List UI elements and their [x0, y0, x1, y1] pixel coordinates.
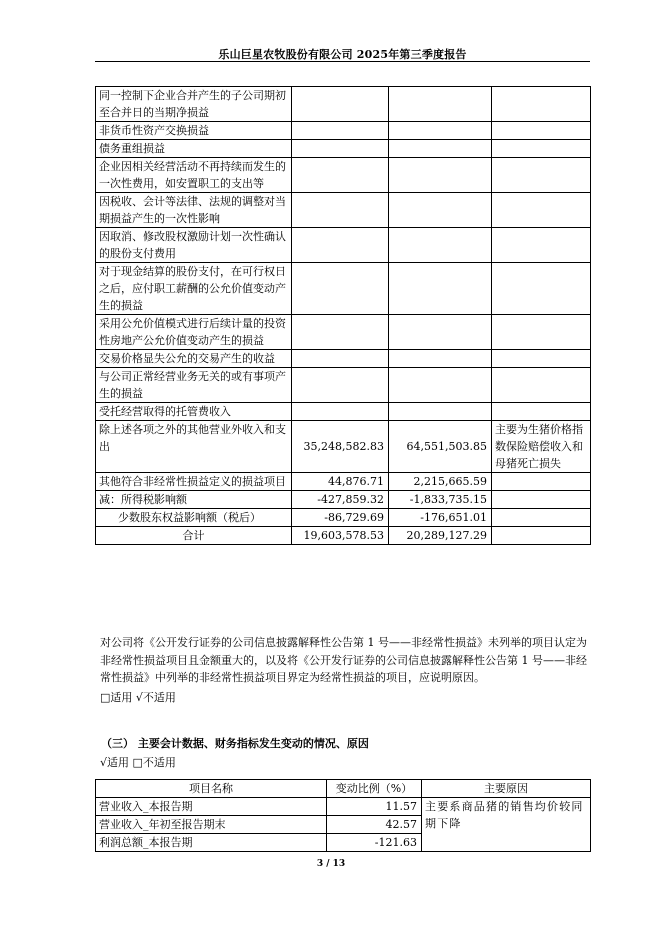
current-period-value [292, 350, 389, 368]
ytd-value: -1,833,735.15 [389, 491, 492, 509]
row-note [492, 509, 591, 527]
current-period-value [292, 122, 389, 140]
row-item: 因税收、会计等法律、法规的调整对当期损益产生的一次性影响 [96, 193, 292, 228]
ytd-value [389, 350, 492, 368]
header-row [96, 780, 591, 798]
row-item: 受托经营取得的托管费收入 [96, 403, 292, 421]
row-item: 企业因相关经营活动不再持续而发生的一次性费用，如安置职工的支出等 [96, 158, 292, 193]
col-header-name: 项目名称 [96, 780, 327, 798]
header-rule [95, 61, 590, 62]
row-note [492, 122, 591, 140]
current-period-value [292, 193, 389, 228]
table-row [96, 315, 591, 350]
current-period-value [292, 368, 389, 403]
ytd-value [389, 140, 492, 158]
current-period-value: 35,248,582.83 [292, 421, 389, 473]
ytd-value [389, 193, 492, 228]
ytd-value [389, 158, 492, 193]
row-item: 债务重组损益 [96, 140, 292, 158]
table-row [96, 193, 591, 228]
change-ratio: 42.57 [327, 816, 422, 834]
report-header: 乐山巨星农牧股份有限公司 2025年第三季度报告 [218, 48, 467, 61]
ytd-value [389, 368, 492, 403]
change-ratio: -121.63 [327, 834, 422, 852]
row-note [492, 368, 591, 403]
current-period-value: -86,729.69 [292, 509, 389, 527]
row-note [492, 473, 591, 491]
table-row [96, 421, 591, 473]
current-period-value [292, 263, 389, 315]
row-note [492, 403, 591, 421]
change-ratio: 11.57 [327, 798, 422, 816]
row-note [492, 263, 591, 315]
table-row [96, 122, 591, 140]
current-period-value: -427,859.32 [292, 491, 389, 509]
explanation-paragraph [100, 634, 590, 687]
current-period-value [292, 87, 389, 122]
row-item: 非货币性资产交换损益 [96, 122, 292, 140]
ytd-total: 20,289,127.29 [389, 527, 492, 545]
row-item: 交易价格显失公允的交易产生的收益 [96, 350, 292, 368]
row-item: 对于现金结算的股份支付，在可行权日之后，应付职工薪酬的公允价值变动产生的损益 [96, 263, 292, 315]
table-row [96, 263, 591, 315]
ytd-value [389, 122, 492, 140]
ytd-value: 2,215,665.59 [389, 473, 492, 491]
ytd-value [389, 87, 492, 122]
row-note [492, 228, 591, 263]
table-row [96, 158, 591, 193]
item-name: 营业收入_年初至报告期末 [96, 816, 327, 834]
explanation-text: 对公司将《公开发行证券的公司信息披露解释性公告第 1 号——非经常性损益》未列举的项目认定为非经常性损益项目且金额重大的，以及将《公开发行证券的公司信息披露解释性公告第 1 号——非经常性损益》中列举的非经常性损益项目界定为经常性损益的项目，应说明原因。 [100, 636, 587, 684]
table-row [96, 798, 591, 816]
table-row [96, 140, 591, 158]
table-row [96, 87, 591, 122]
total-label: 合计 [96, 527, 292, 545]
col-header-reason: 主要原因 [422, 780, 591, 798]
ytd-value [389, 403, 492, 421]
table-row [96, 228, 591, 263]
total-row [96, 527, 591, 545]
table-row [96, 403, 591, 421]
row-note [492, 87, 591, 122]
current-period-value [292, 315, 389, 350]
table-row [96, 368, 591, 403]
nonrecurring-gains-table [95, 86, 591, 545]
item-name: 营业收入_本报告期 [96, 798, 327, 816]
ytd-value: -176,651.01 [389, 509, 492, 527]
current-period-total: 19,603,578.53 [292, 527, 389, 545]
current-period-value [292, 140, 389, 158]
row-note [492, 315, 591, 350]
row-item: 采用公允价值模式进行后续计量的投资性房地产公允价值变动产生的损益 [96, 315, 292, 350]
page-number: 3 / 13 [316, 859, 346, 869]
table-row [96, 473, 591, 491]
current-period-value [292, 403, 389, 421]
row-item: 减：所得税影响额 [96, 491, 292, 509]
col-header-ratio: 变动比例（%） [327, 780, 422, 798]
current-period-value [292, 158, 389, 193]
applicability-1: □适用 √不适用 [100, 691, 176, 704]
ytd-value [389, 263, 492, 315]
ytd-value [389, 228, 492, 263]
table-row [96, 350, 591, 368]
row-note [492, 350, 591, 368]
current-period-value [292, 228, 389, 263]
row-item: 其他符合非经常性损益定义的损益项目 [96, 473, 292, 491]
current-period-value: 44,876.71 [292, 473, 389, 491]
main-reason: 主要系商品猪的销售均价较同期下降 [422, 798, 591, 852]
row-note [492, 158, 591, 193]
row-item: 因取消、修改股权激励计划一次性确认的股份支付费用 [96, 228, 292, 263]
ytd-value: 64,551,503.85 [389, 421, 492, 473]
row-item: 除上述各项之外的其他营业外收入和支出 [96, 421, 292, 473]
row-item: 同一控制下企业合并产生的子公司期初至合并日的当期净损益 [96, 87, 292, 122]
table-row [96, 509, 591, 527]
row-note [492, 527, 591, 545]
change-table [95, 779, 591, 852]
table-row [96, 491, 591, 509]
row-note [492, 491, 591, 509]
row-note [492, 140, 591, 158]
row-note: 主要为生猪价格指数保险赔偿收入和母猪死亡损失 [492, 421, 591, 473]
row-item: 与公司正常经营业务无关的或有事项产生的损益 [96, 368, 292, 403]
applicability-2: √适用 □不适用 [100, 756, 176, 769]
section-title: （三） 主要会计数据、财务指标发生变动的情况、原因 [101, 737, 369, 750]
ytd-value [389, 315, 492, 350]
item-name: 利润总额_本报告期 [96, 834, 327, 852]
row-item: 少数股东权益影响额（税后） [96, 509, 292, 527]
row-note [492, 193, 591, 228]
